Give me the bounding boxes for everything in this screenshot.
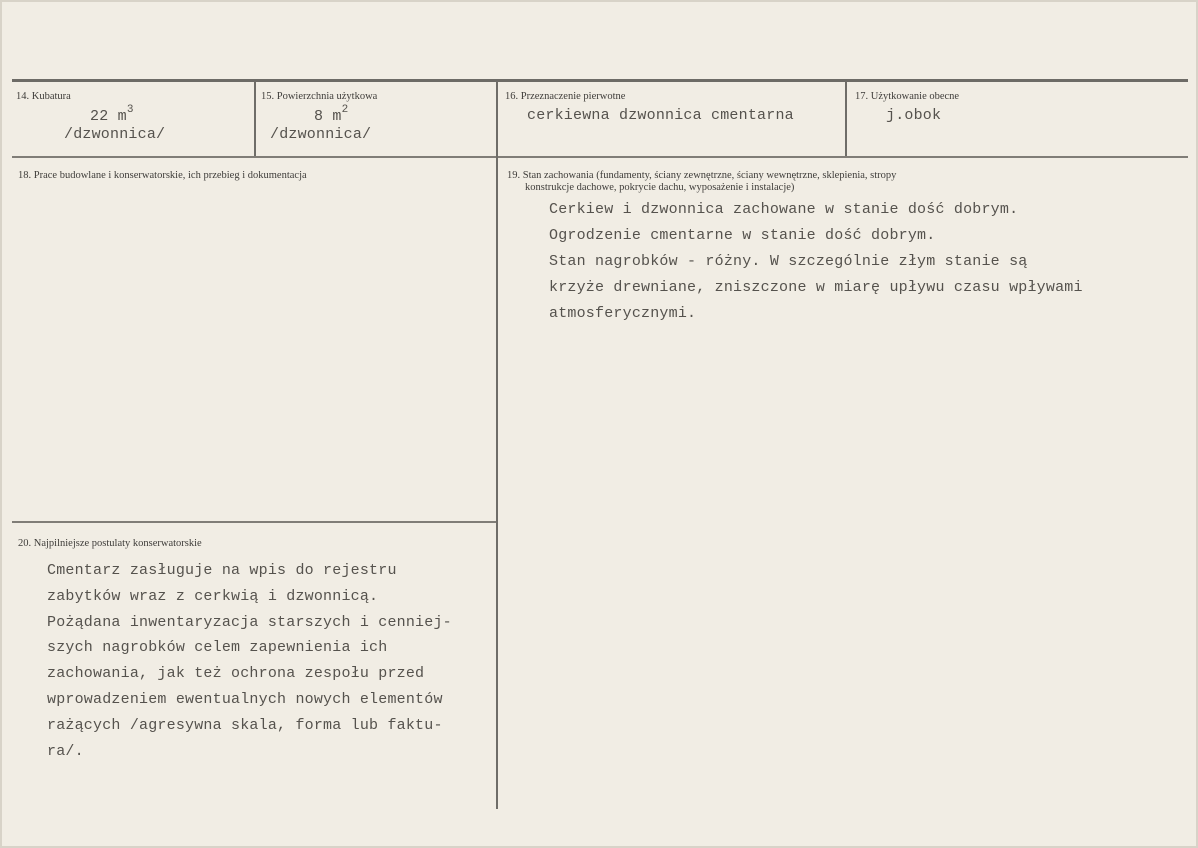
field-19-line: Cerkiew i dzwonnica zachowane w stanie dość dobrym. bbox=[549, 201, 1019, 218]
field-20-label: 20. Najpilniejsze postulaty konserwatorskie bbox=[18, 538, 202, 549]
field-20-line: szych nagrobków celem zapewnienia ich bbox=[47, 639, 388, 657]
field-14-value bbox=[90, 106, 134, 125]
field-19-line: Ogrodzenie cmentarne w stanie dość dobrym. bbox=[549, 227, 936, 244]
field-19-label-line2: konstrukcje dachowe, pokrycie dachu, wyposażenie i instalacje) bbox=[525, 182, 795, 193]
field-20-line: ra/. bbox=[47, 742, 84, 760]
field-17-label: 17. Użytkowanie obecne bbox=[855, 91, 960, 102]
top-rule bbox=[12, 79, 1188, 82]
column-divider-2 bbox=[496, 81, 498, 809]
field-20-line: Cmentarz zasługuje na wpis do rejestru bbox=[47, 562, 397, 579]
field-15-note: /dzwonnica/ bbox=[270, 126, 372, 143]
field-16-label: 16. Przeznaczenie pierwotne bbox=[505, 91, 626, 102]
field-19-line: krzyże drewniane, zniszczone w miarę upływu czasu wpływami bbox=[549, 279, 1083, 296]
section-divider bbox=[12, 521, 496, 523]
field-18-label: 18. Prace budowlane i konserwatorskie, ich przebieg i dokumentacja bbox=[18, 170, 307, 181]
field-15-label: 15. Powierzchnia użytkowa bbox=[261, 91, 378, 102]
field-17-value: j.obok bbox=[886, 107, 942, 124]
field-20-line: wprowadzeniem ewentualnych nowych elementów bbox=[47, 690, 443, 708]
field-19-line: Stan nagrobków - różny. W szczególnie złym stanie są bbox=[549, 253, 1028, 270]
field-14-number: 22 m bbox=[90, 108, 127, 125]
field-19-line: atmosferycznymi. bbox=[549, 305, 697, 322]
field-14-note: /dzwonnica/ bbox=[64, 126, 166, 143]
field-20-line: rażących /agresywna skala, forma lub faktu- bbox=[47, 716, 443, 734]
field-15-exponent: 2 bbox=[341, 104, 349, 116]
field-19-text bbox=[549, 197, 1083, 327]
field-15-number: 8 m bbox=[314, 108, 342, 125]
field-20-line: zachowania, jak też ochrona zespołu przed bbox=[47, 665, 425, 683]
field-15-value bbox=[314, 106, 348, 125]
field-14-label: 14. Kubatura bbox=[16, 91, 71, 102]
field-20-text bbox=[47, 558, 452, 764]
field-20-line: zabytków wraz z cerkwią i dzwonnicą. bbox=[47, 587, 379, 605]
column-divider-1 bbox=[254, 81, 256, 156]
column-divider-3 bbox=[845, 81, 847, 156]
field-19-label-line1: 19. Stan zachowania (fundamenty, ściany zewnętrzne, ściany wewnętrzne, sklepienia, stropy bbox=[507, 170, 897, 181]
field-14-exponent: 3 bbox=[126, 104, 134, 116]
row-divider bbox=[12, 156, 1188, 158]
field-20-line: Pożądana inwentaryzacja starszych i cenniej- bbox=[47, 613, 452, 631]
field-16-value: cerkiewna dzwonnica cmentarna bbox=[527, 107, 794, 124]
